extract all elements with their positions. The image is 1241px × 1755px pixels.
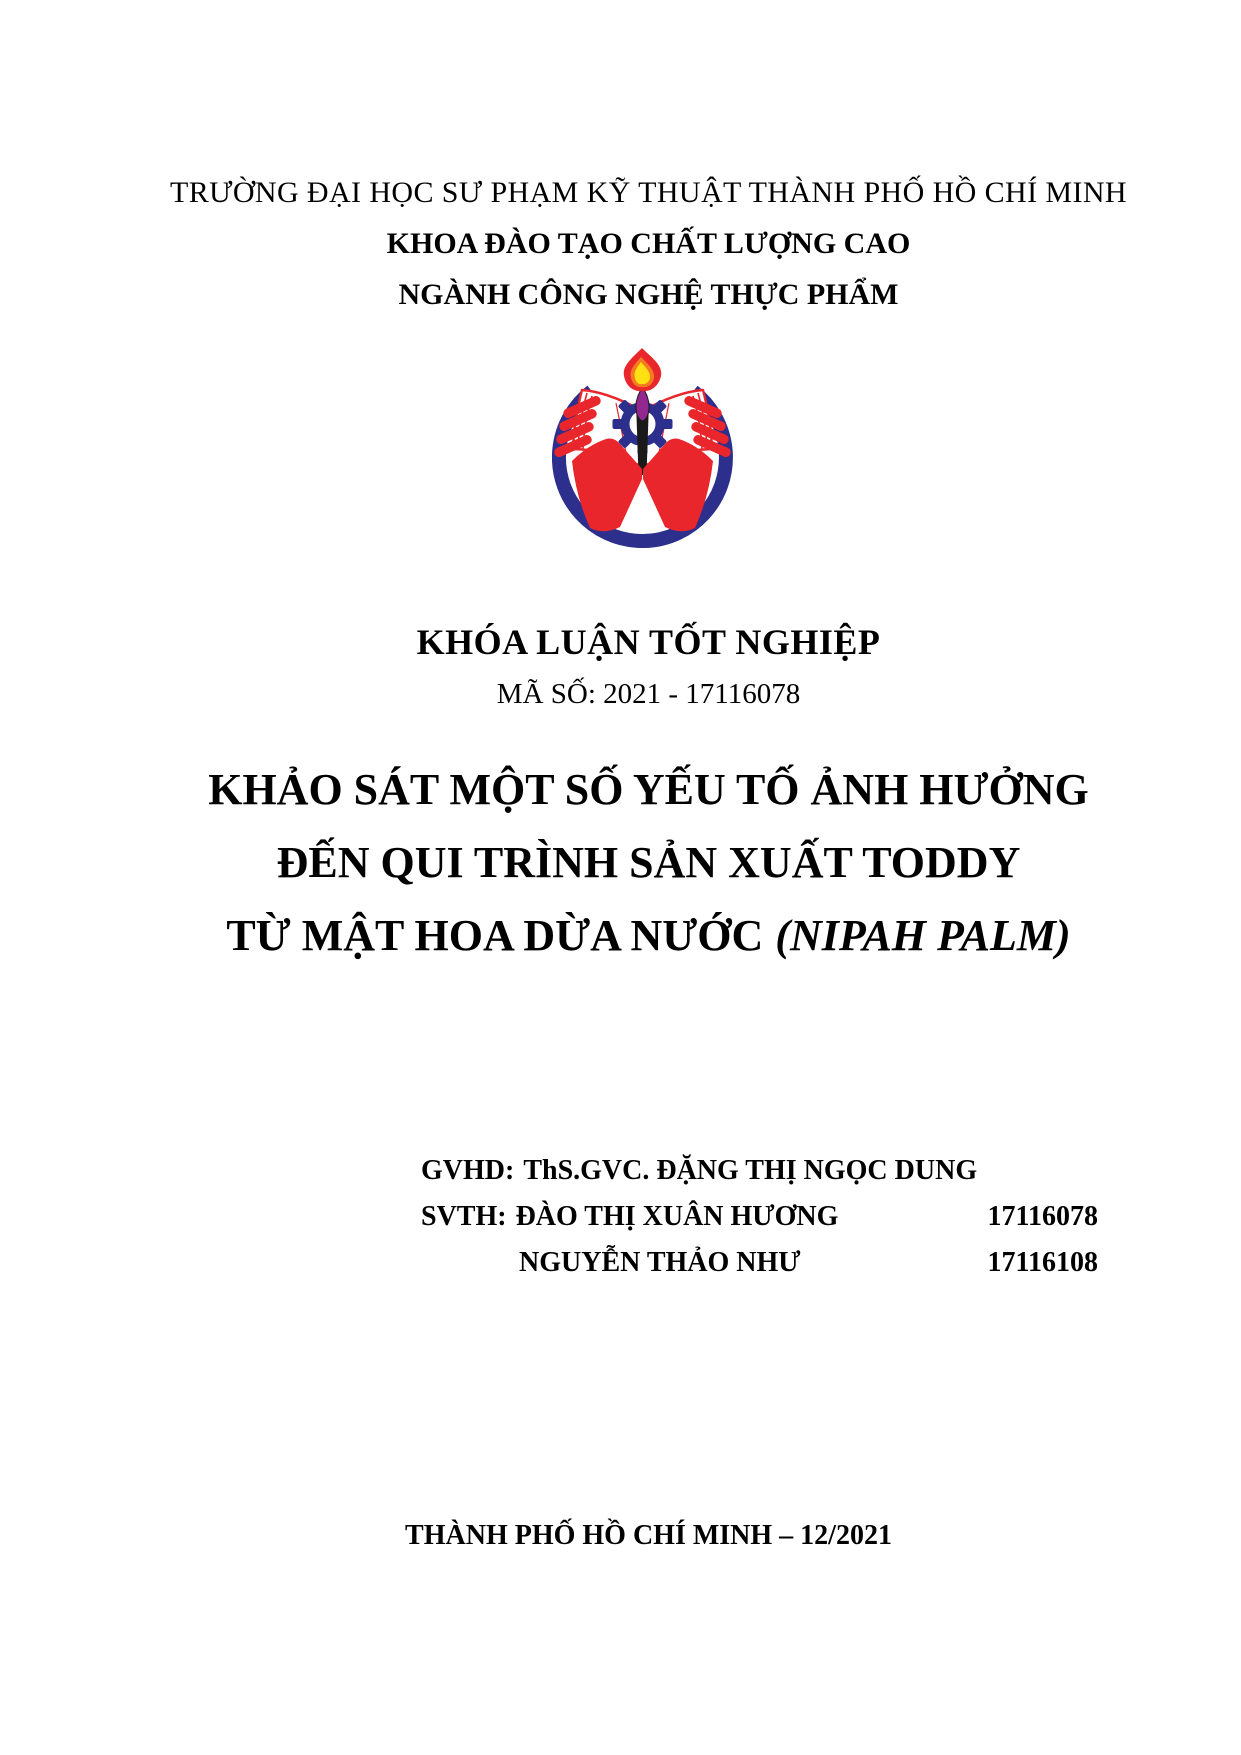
people-info-block [421,1148,1098,1286]
student1-id: 17116078 [987,1201,1098,1232]
advisor-line [421,1148,977,1194]
advisor-label: GVHD: [421,1155,515,1186]
department-name: NGÀNH CÔNG NGHỆ THỰC PHẨM [398,278,899,311]
university-logo [552,346,733,548]
thesis-title-line1: KHẢO SÁT MỘT SỐ YẾU TỐ ẢNH HƯỞNG [208,765,1089,814]
student1-name: ĐÀO THỊ XUÂN HƯƠNG [515,1201,839,1232]
student-row [421,1240,1098,1286]
student2-id: 17116108 [987,1247,1098,1278]
place-and-date: THÀNH PHỐ HỒ CHÍ MINH – 12/2021 [405,1520,892,1551]
thesis-code: MÃ SỐ: 2021 - 17116078 [496,678,801,710]
flame-icon [624,348,662,391]
thesis-title-line3: TỪ MẬT HOA DỪA NƯỚC (NIPAH PALM) [226,911,1071,960]
student-row [421,1194,1098,1240]
thesis-title-line2: ĐẾN QUI TRÌNH SẢN XUẤT TODDY [276,838,1021,887]
advisor-row [421,1148,1098,1194]
student2-name: NGUYỄN THẢO NHƯ [519,1247,801,1278]
thesis-title [56,753,1241,972]
document-type: KHÓA LUẬN TỐT NGHIỆP [416,622,881,662]
student1-line [421,1194,838,1240]
advisor-name: ThS.GVC. ĐẶNG THỊ NGỌC DUNG [523,1155,978,1186]
thesis-title-latin-name: (NIPAH PALM) [775,911,1071,960]
faculty-name: KHOA ĐÀO TẠO CHẤT LƯỢNG CAO [386,227,911,260]
torch-wick [636,387,649,421]
university-name: TRƯỜNG ĐẠI HỌC SƯ PHẠM KỸ THUẬT THÀNH PHỐ HỒ CHÍ MINH [170,176,1127,209]
university-logo-icon [552,346,733,548]
students-label: SVTH: [421,1201,507,1232]
